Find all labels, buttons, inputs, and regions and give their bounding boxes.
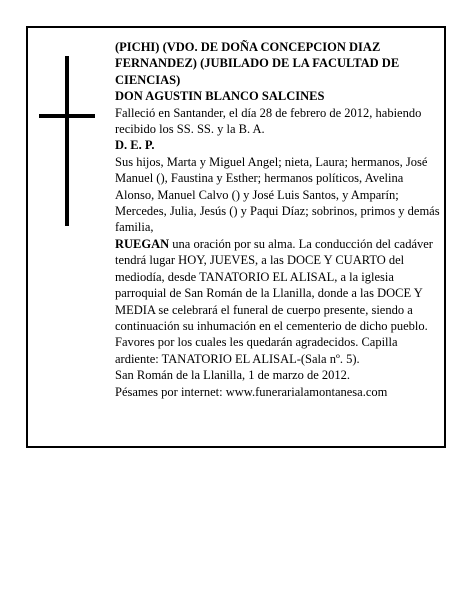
place-date: San Román de la Llanilla, 1 de marzo de 2012. xyxy=(115,368,351,383)
family-list: Sus hijos, Marta y Miguel Angel; nieta, Laura; hermanos, José Manuel (), Faustina y Esther; hermanos políticos, Avelina Alonso, Manuel Calvo () y José Luis Santos, y Amparín; Mercedes, Julia, Jesús () y Paqui Díaz; sobrinos, primos y demás familia, xyxy=(115,154,440,235)
request-text: una oración por su alma. La conducción del cadáver tendrá lugar HOY, JUEVES, a las DOCE Y CUARTO del mediodía, desde TANATORIO EL ALISAL, a la iglesia parroquial de San Román de la Llanilla, donde a las DOCE Y MEDIA se celebrará el funeral de cuerpo presente, siendo a continuación su inhumación en el cementerio de dicho pueblo. Favores por los cuales les quedarán agradecidos. Capilla ardiente: TANATORIO EL ALISAL-(Sala nº. 5). xyxy=(115,236,433,366)
rip-line: D. E. P. xyxy=(115,138,155,153)
notice-text xyxy=(115,39,440,400)
request-lead: RUEGAN xyxy=(115,236,170,251)
cross-icon xyxy=(39,56,95,226)
cross-horizontal-bar xyxy=(39,114,95,118)
obituary-notice xyxy=(26,26,446,448)
death-info: Falleció en Santander, el día 28 de febrero de 2012, habiendo recibido los SS. SS. y la B. A. xyxy=(115,105,422,137)
cross-vertical-bar xyxy=(65,56,69,226)
deceased-name: DON AGUSTIN BLANCO SALCINES xyxy=(115,89,325,104)
request-paragraph xyxy=(115,236,440,367)
header-line: (PICHI) (VDO. DE DOÑA CONCEPCION DIAZ FERNANDEZ) (JUBILADO DE LA FACULTAD DE CIENCIAS) xyxy=(115,40,400,87)
condolences-line: Pésames por internet: www.funerarialamontanesa.com xyxy=(115,384,388,399)
